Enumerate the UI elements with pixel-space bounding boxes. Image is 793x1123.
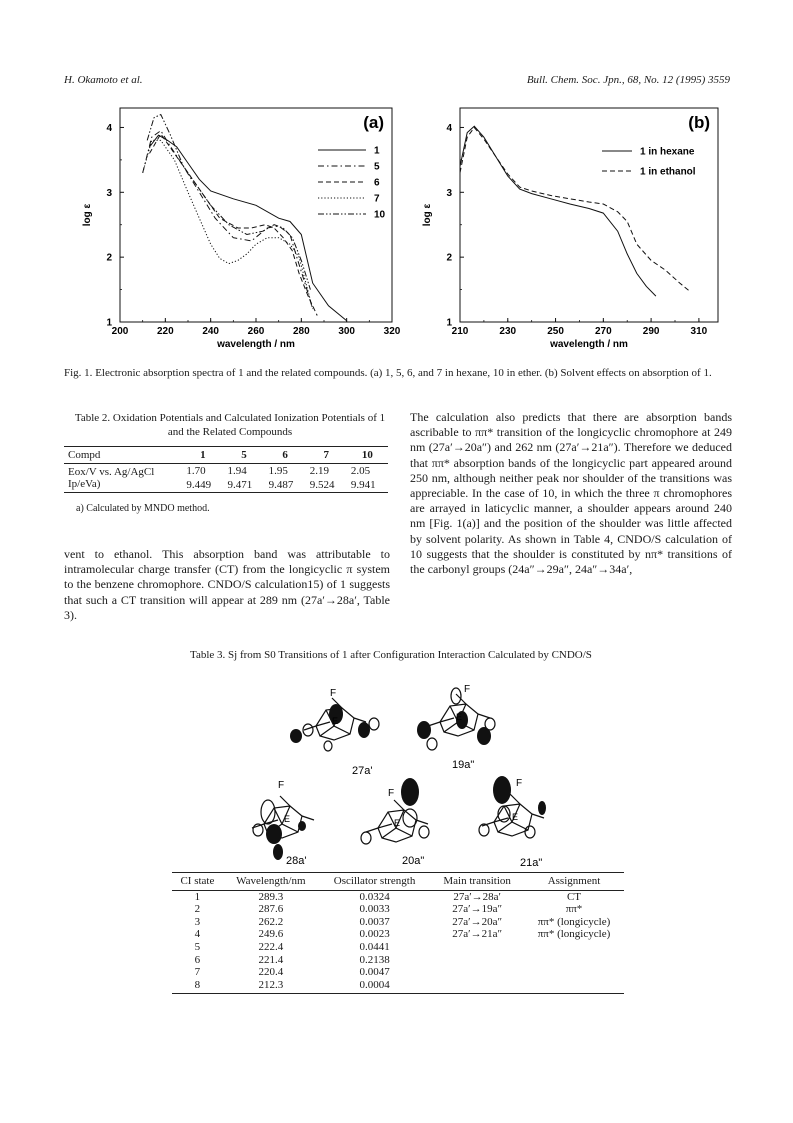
table-3-header-row — [172, 873, 624, 891]
y-tick-label: 2 — [106, 252, 112, 264]
svg-text:E: E — [332, 716, 339, 726]
legend-entry: 1 — [374, 145, 380, 157]
x-tick-label: 260 — [247, 326, 265, 337]
table-cell — [524, 979, 624, 994]
table-cell: 2 — [194, 903, 201, 916]
table-cell: 0.0441 — [359, 940, 390, 953]
legend-entry: 7 — [374, 193, 380, 205]
series-line-2 — [143, 131, 313, 309]
table-cell: 0.0047 — [359, 966, 390, 979]
table-2-header-cell: 1 — [200, 449, 206, 461]
table-2-header-cell: 5 — [241, 449, 247, 461]
table-cell: 1.94 — [227, 465, 247, 477]
orbital-label-28a: 28a' — [286, 855, 307, 867]
chart-title: (b) — [688, 113, 710, 132]
table-2 — [64, 446, 388, 493]
left-column-text: vent to ethanol. This absorption band was attributable to intramolecular charge transfer (CT) from the longicyclic π system to the benzene chromophore. CNDO/S calculation15) of 1 suggests that such a CT transition will appear at 289 nm (27a′→28a′, Table 3). — [64, 547, 390, 622]
table-3-caption-text: Sj from S0 Transitions of 1 after Configuration Interaction Calculated by CNDO/S — [228, 649, 592, 661]
x-tick-label: 270 — [594, 326, 612, 337]
series-line-4 — [143, 140, 313, 309]
table-row — [64, 478, 388, 493]
table-cell: 9.487 — [268, 479, 294, 491]
table-row — [172, 928, 624, 941]
svg-text:F: F — [330, 688, 337, 699]
table-cell: ππ* — [565, 903, 583, 916]
table-row — [172, 890, 624, 903]
running-header-authors: H. Okamoto et al. — [64, 74, 143, 86]
table-cell: 9.471 — [227, 479, 253, 491]
x-tick-label: 280 — [292, 326, 310, 337]
table-cell: 2.19 — [309, 465, 329, 477]
table-2-header-cell: 6 — [282, 449, 288, 461]
table-cell: 289.3 — [258, 890, 284, 903]
table-cell: 0.0037 — [359, 915, 390, 928]
table-cell — [524, 966, 624, 979]
table-cell: 4 — [194, 928, 201, 941]
svg-text:F: F — [464, 684, 471, 695]
orbital-diagrams — [230, 676, 580, 872]
legend-entry: 10 — [374, 209, 386, 221]
table-2-header-compd: Compd — [68, 449, 101, 461]
y-tick-label: 3 — [106, 187, 112, 199]
table-row — [172, 966, 624, 979]
y-tick-label: 1 — [446, 317, 452, 329]
table-cell: 0.0033 — [359, 903, 390, 916]
table-row — [172, 979, 624, 994]
running-header-journal: Bull. Chem. Soc. Jpn., 68, No. 12 (1995) 3559 — [526, 74, 730, 86]
x-axis-label: wavelength / nm — [217, 339, 295, 350]
table-cell: 9.524 — [309, 479, 335, 491]
legend-entry: 5 — [374, 161, 380, 173]
table-2-caption-text: Oxidation Potentials and Calculated Ionization Potentials of 1 and the Related Compounds — [112, 412, 386, 438]
table-cell: 3 — [194, 915, 201, 928]
figure-1-caption-text: Electronic absorption spectra of 1 and the related compounds. (a) 1, 5, 6, and 7 in hexane, 10 in ether. (b) Solvent effects on absorption of 1. — [95, 367, 712, 379]
table-row — [172, 941, 624, 954]
x-tick-label: 310 — [690, 326, 708, 337]
svg-text:E: E — [512, 812, 519, 822]
svg-text:F: F — [388, 788, 395, 799]
table-cell: 9.449 — [186, 479, 212, 491]
table-cell: 287.6 — [258, 903, 284, 916]
table-3-caption — [190, 648, 620, 662]
x-tick-label: 240 — [202, 326, 220, 337]
x-axis-label: wavelength / nm — [550, 339, 628, 350]
x-tick-label: 220 — [156, 326, 174, 337]
table-cell: 7 — [194, 966, 201, 979]
table-cell: 0.0023 — [359, 928, 390, 941]
table-3-header-cell: Main transition — [443, 875, 511, 887]
table-cell: 249.6 — [258, 928, 284, 941]
y-axis-label: log ε — [82, 203, 93, 227]
table-2-header-cell: 7 — [323, 449, 329, 461]
orbital-label-19a: 19a" — [452, 759, 475, 771]
x-tick-label: 210 — [451, 326, 469, 337]
table-2-footnote: a) Calculated by MNDO method. — [76, 503, 210, 514]
table-cell: 6 — [194, 953, 201, 966]
orbital-label-20a: 20a" — [402, 855, 425, 867]
table-3-header-cell: Wavelength/nm — [236, 875, 306, 887]
orbital-19a-drawing — [417, 684, 495, 750]
table-3-header-cell: Assignment — [547, 875, 601, 887]
table-cell: 1.70 — [186, 465, 206, 477]
table-cell: ππ* (longicycle) — [537, 928, 611, 941]
table-cell: 27a′→20a″ — [452, 915, 503, 928]
y-tick-label: 1 — [106, 317, 112, 329]
x-tick-label: 250 — [547, 326, 564, 337]
table-cell: 1 — [194, 890, 201, 903]
table-cell: 5 — [194, 940, 201, 953]
orbital-20a-drawing — [361, 778, 429, 844]
x-tick-label: 290 — [642, 326, 660, 337]
x-tick-label: 320 — [383, 326, 401, 337]
table-cell: 212.3 — [258, 978, 284, 991]
table-row — [172, 916, 624, 929]
table-row — [172, 954, 624, 967]
table-2-header-row — [64, 447, 388, 464]
right-column-text: The calculation also predicts that there are absorption bands ascribable to ππ* transition of the longicyclic chromophore at 249 nm (27a′→20a″) and 262 nm (27a′→21a″). Therefore we deduced that ππ* absorption bands of the longicyclic part appeared around 250 nm, although neither peak nor shoulder of the transitions was appreciable. In the case of 10, in which the three π chromophores are arrayed in laticyclic manner, a shoulder appears around 240 nm [Fig. 1(a)] and the position of the shoulder was little affected by solvent polarity. As shown in Table 4, CNDO/S calculation of 10 suggests that the shoulder is constituted by nπ* transitions of the carbonyl groups (24a″→29a″, 24a″→34a′, — [410, 410, 732, 577]
figure-1-caption-label: Fig. 1. — [64, 367, 93, 379]
figure-1b-chart — [418, 96, 738, 364]
legend-entry: 1 in hexane — [640, 146, 695, 158]
orbital-27a-drawing — [290, 688, 379, 751]
table-cell: 27a′→19a″ — [452, 903, 503, 916]
table-cell: 27a′→21a″ — [452, 928, 503, 941]
table-3-header-cell: Oscillator strength — [333, 875, 416, 887]
chart-title: (a) — [363, 113, 384, 132]
x-tick-label: 230 — [499, 326, 517, 337]
table-cell: CT — [566, 890, 582, 903]
x-tick-label: 200 — [111, 326, 129, 337]
table-cell: 27a′→28a′ — [453, 890, 501, 903]
svg-text:E: E — [284, 814, 291, 824]
table-2-row-label: Ip/eVa) — [68, 478, 101, 490]
table-cell — [430, 979, 524, 994]
svg-text:E: E — [394, 818, 401, 828]
table-cell: 220.4 — [258, 966, 284, 979]
y-tick-label: 4 — [446, 122, 452, 134]
table-2-caption-label: Table 2. — [74, 412, 111, 424]
table-cell — [430, 941, 524, 954]
orbital-28a-drawing — [252, 780, 314, 860]
table-cell — [430, 954, 524, 967]
table-cell: 9.941 — [350, 479, 376, 491]
table-cell: 0.0004 — [359, 978, 390, 991]
svg-text:F: F — [516, 778, 523, 789]
svg-text:F: F — [278, 780, 285, 791]
table-cell — [430, 966, 524, 979]
table-cell: 2.05 — [350, 465, 371, 477]
table-cell — [524, 941, 624, 954]
table-cell: 1.95 — [268, 465, 288, 477]
series-line-1 — [460, 126, 656, 296]
table-cell: 8 — [194, 978, 201, 991]
plot-frame — [460, 108, 718, 322]
table-3-body — [172, 890, 624, 994]
x-tick-label: 300 — [338, 326, 356, 337]
table-3-header-cell: CI state — [180, 875, 215, 887]
legend-entry: 1 in ethanol — [640, 166, 696, 178]
table-cell — [524, 954, 624, 967]
table-cell: 262.2 — [258, 915, 284, 928]
table-cell: ππ* (longicycle) — [537, 915, 611, 928]
figure-1a-chart — [60, 96, 410, 364]
y-tick-label: 2 — [446, 252, 452, 264]
table-3-caption-label: Table 3. — [190, 649, 226, 661]
table-row — [172, 903, 624, 916]
table-2-caption — [70, 411, 390, 439]
table-2-row-label: Eox/V vs. Ag/AgCl — [68, 466, 155, 478]
legend-entry: 6 — [374, 177, 380, 189]
y-tick-label: 3 — [446, 187, 452, 199]
svg-text:E: E — [456, 712, 463, 722]
figure-1-caption — [64, 366, 732, 380]
table-2-header-cell: 10 — [361, 449, 373, 461]
table-cell: 0.0324 — [359, 890, 390, 903]
orbital-label-27a: 27a' — [352, 765, 373, 777]
table-3 — [172, 872, 624, 994]
y-axis-label: log ε — [422, 203, 433, 227]
table-cell: 221.4 — [258, 953, 284, 966]
table-cell: 222.4 — [258, 940, 284, 953]
orbital-label-21a: 21a" — [520, 857, 543, 869]
y-tick-label: 4 — [106, 122, 112, 134]
table-row — [64, 464, 388, 479]
table-cell: 0.2138 — [359, 953, 390, 966]
orbital-21a-drawing — [479, 776, 546, 838]
